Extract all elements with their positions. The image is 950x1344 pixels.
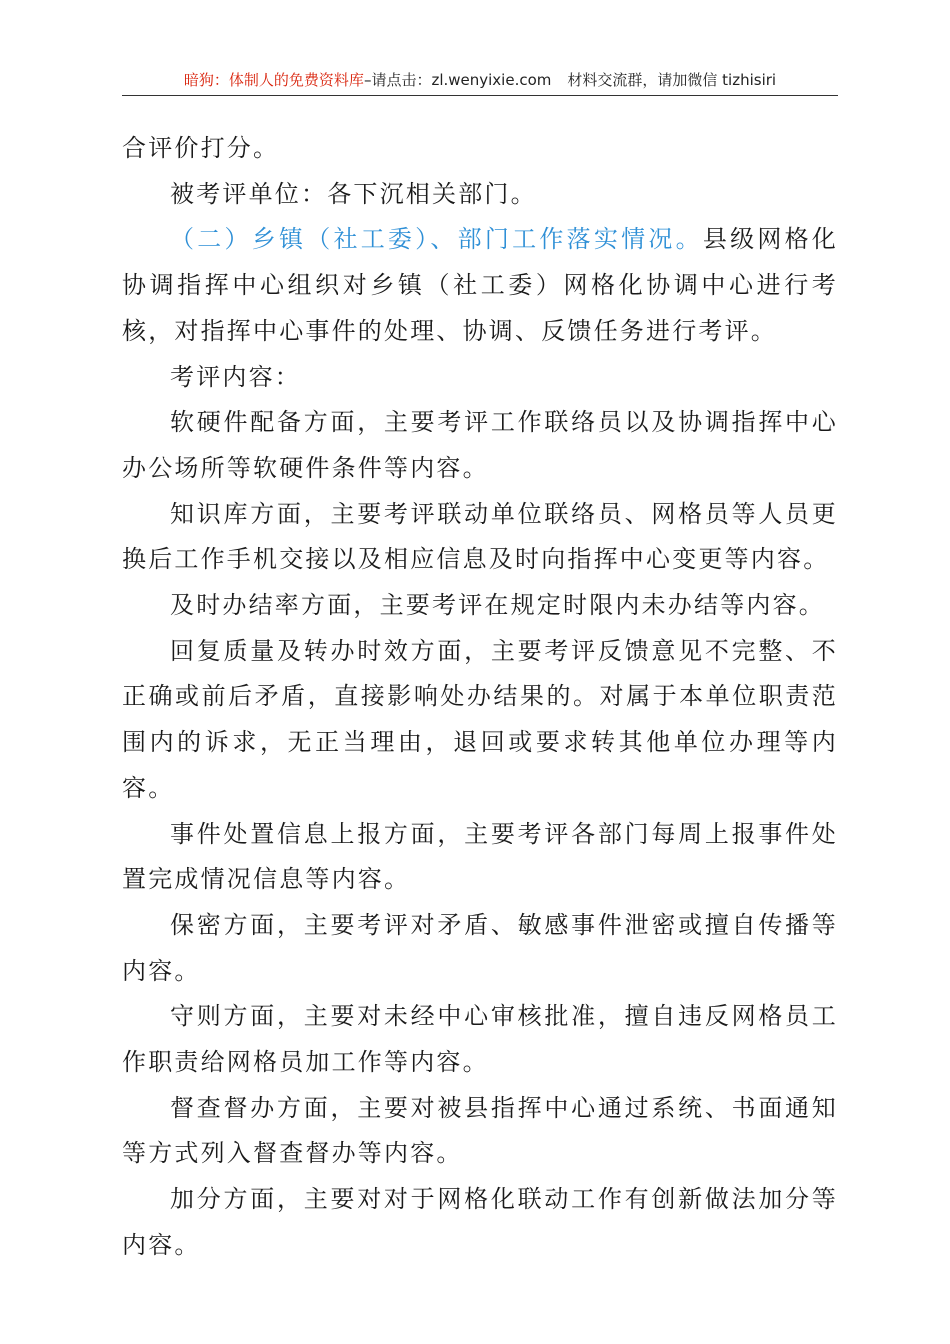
section-body: 县级网格化协调指挥中心组织对乡镇（社工委）网格化协调中心进行考核，对指挥中心事件的处理、协调、反馈任务进行考评。: [122, 225, 839, 345]
paragraph-knowledge-base: 知识库方面，主要考评联动单位联络员、网格员等人员更换后工作手机交接以及相应信息及时向指挥中心变更等内容。: [122, 499, 838, 574]
paragraph-confidentiality: 保密方面，主要考评对矛盾、敏感事件泄密或擅自传播等内容。: [122, 910, 838, 985]
paragraph-event-reporting: 事件处置信息上报方面，主要考评各部门每周上报事件处置完成情况信息等内容。: [122, 819, 838, 894]
paragraph-section-two: [122, 217, 838, 354]
header-wechat-note: 材料交流群，请加微信 tizhisiri: [567, 71, 777, 89]
document-body: [122, 126, 838, 1269]
section-heading: （二）乡镇（社工委）、部门工作落实情况。: [170, 225, 703, 254]
header-brand: 暗狗：体制人的免费资料库: [183, 71, 364, 89]
paragraph-completion-rate: 及时办结率方面，主要考评在规定时限内未办结等内容。: [170, 591, 825, 620]
paragraph-evaluation-content-label: 考评内容：: [170, 362, 301, 391]
paragraph-evaluated-units: 被考评单位：各下沉相关部门。: [170, 179, 537, 208]
paragraph-hardware-software: 软硬件配备方面，主要考评工作联络员以及协调指挥中心办公场所等软硬件条件等内容。: [122, 408, 838, 482]
paragraph-rules: 守则方面，主要对未经中心审核批准，擅自违反网格员工作职责给网格员加工作等内容。: [122, 1002, 838, 1077]
header-divider: [122, 95, 838, 96]
paragraph-supervision: 督查督办方面，主要对被县指挥中心通过系统、书面通知等方式列入督查督办等内容。: [122, 1093, 838, 1168]
page-header: [122, 68, 838, 94]
paragraph-bonus-points: 加分方面，主要对对于网格化联动工作有创新做法加分等内容。: [122, 1185, 838, 1259]
paragraph-continuation: 合评价打分。: [122, 134, 280, 162]
header-click-prompt: –请点击：: [363, 71, 432, 89]
header-url-link[interactable]: zl.wenyixie.com: [431, 71, 552, 89]
paragraph-reply-quality: 回复质量及转办时效方面，主要考评反馈意见不完整、不正确或前后矛盾，直接影响处办结果的。对属于本单位职责范围内的诉求，无正当理由，退回或要求转其他单位办理等内容。: [122, 636, 838, 802]
